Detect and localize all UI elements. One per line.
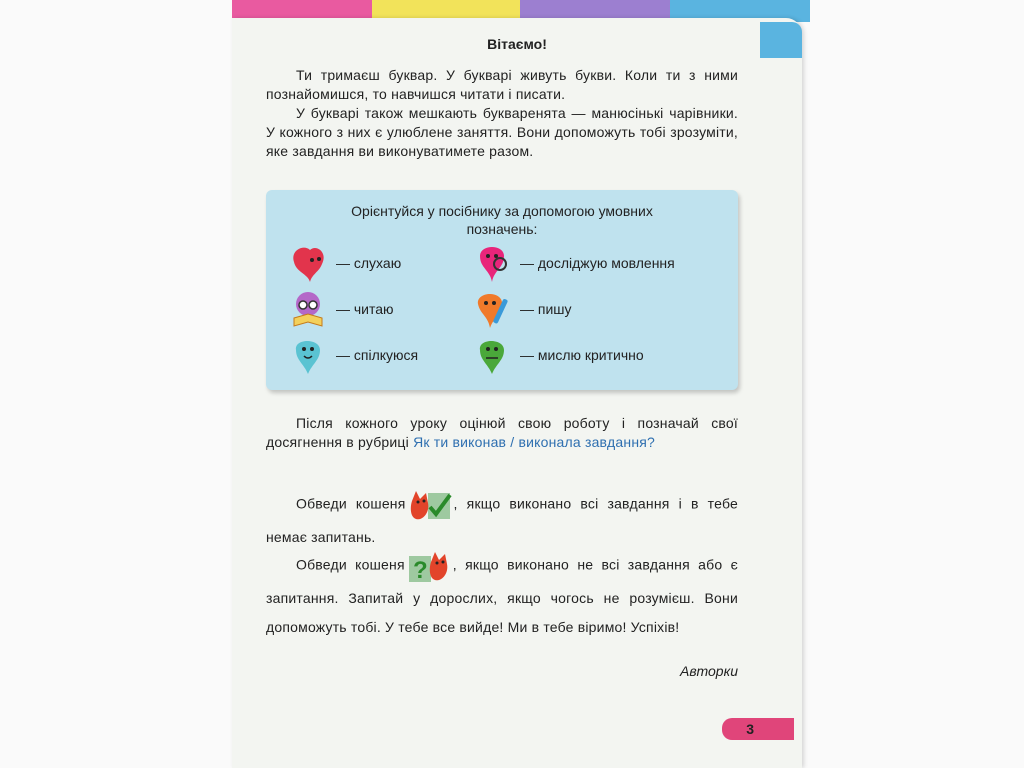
reading-creature-icon (286, 288, 330, 330)
legend-box (266, 190, 738, 390)
talking-creature-icon (286, 334, 330, 376)
cat-with-question-icon (407, 548, 451, 584)
cat1-paragraph: Обведи кошеня , якщо виконано всі завдання і в тебе немає запитань. (266, 487, 738, 552)
researching-creature-icon (470, 242, 514, 284)
listening-creature-icon (286, 242, 330, 284)
legend-item-listening: — слухаю (286, 242, 401, 284)
legend-item-researching: — досліджую мовлення (470, 242, 675, 284)
cat2-paragraph: Обведи кошеня ? , якщо виконано не всі завдання або є запитання. Запитай у дорослих, якщо чогось не розумієш. Вони допоможуть тобі. У тебе все вийде! Ми в тебе віримо! Успіхів! (266, 548, 738, 642)
page-title: Вітаємо! (487, 36, 547, 52)
intro-paragraph-2: У букварі також мешкають букваренята — манюсінькі чарівники. У кожного з них є улюблене заняття. Вони допоможуть тобі зрозуміти, яке завдання ви виконуватимете разом. (266, 105, 738, 159)
assessment-paragraph: Після кожного уроку оцінюй свою роботу і позначай свої досягнення в рубриці Як ти виконав / виконала завдання? (266, 415, 738, 450)
legend-intro: Орієнтуйся у посібнику за допомогою умовних позначень: (351, 203, 653, 237)
authors-signature: Авторки (680, 663, 738, 679)
writing-creature-icon (470, 288, 514, 330)
cat-with-checkmark-icon (408, 487, 452, 523)
legend-item-talking: — спілкуюся (286, 334, 418, 376)
legend-item-writing: — пишу (470, 288, 572, 330)
legend-item-thinking: — мислю критично (470, 334, 644, 376)
page-number: 3 (746, 721, 754, 737)
assessment-rubric-link: Як ти виконав / виконала завдання? (413, 434, 656, 450)
thinking-creature-icon (470, 334, 514, 376)
svg-text:?: ? (412, 557, 428, 584)
legend-item-reading: — читаю (286, 288, 394, 330)
intro-paragraph-1: Ти тримаєш буквар. У букварі живуть букви. Коли ти з ними познайомишся, то навчишся читати і писати. (266, 67, 738, 102)
page-number-marker (722, 718, 794, 740)
